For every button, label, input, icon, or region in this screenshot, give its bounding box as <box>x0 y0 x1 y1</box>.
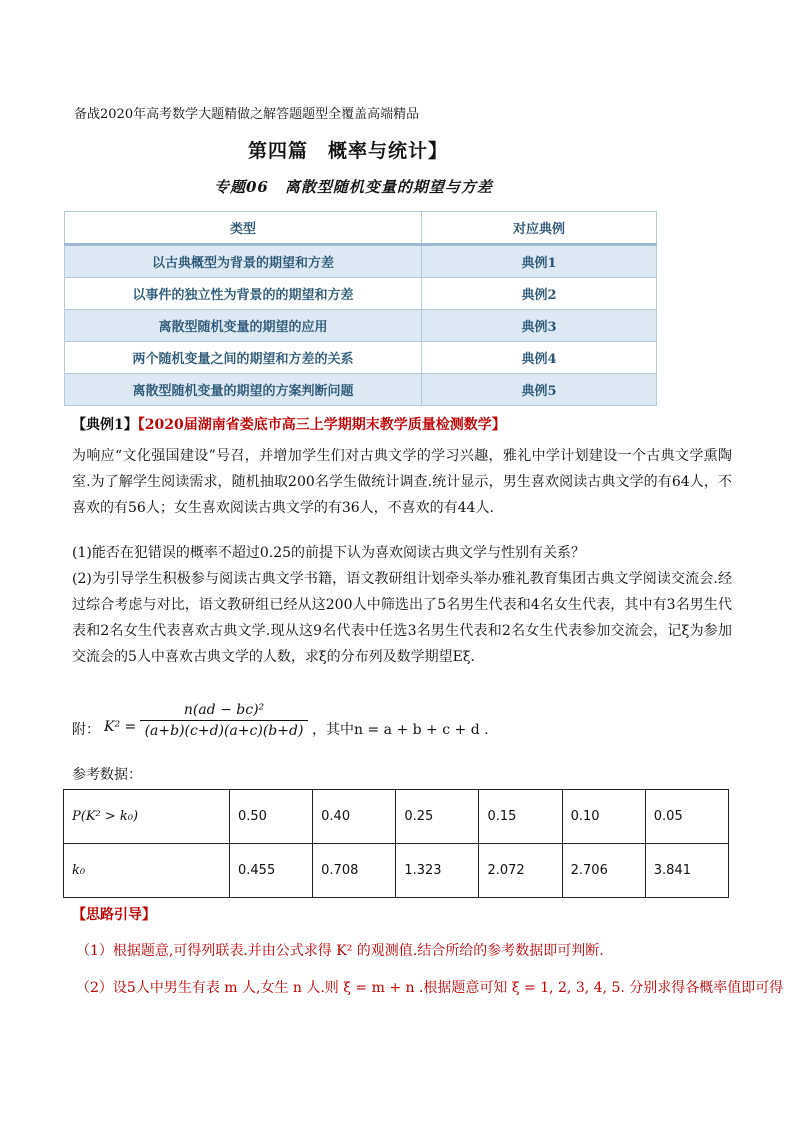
page-subtitle: 专题06 离散型随机变量的期望与方差 <box>214 178 493 196</box>
formula-denominator: (a+b)(c+d)(a+c)(b+d) <box>144 723 304 739</box>
chi-square-formula <box>72 702 572 750</box>
example-ref-cell: 典例5 <box>422 374 657 406</box>
k-value-cell: 0.455 <box>230 844 313 898</box>
reference-table <box>63 789 729 898</box>
question-1: (1)能否在犯错误的概率不超过0.25的前提下认为喜欢阅读古典文学与性别有关系？ <box>72 545 586 561</box>
formula-lhs: K² = <box>104 719 137 735</box>
table-row <box>64 790 729 844</box>
table-row <box>65 245 657 278</box>
document-header: 备战2020年高考数学大题精做之解答题题型全覆盖高端精品 <box>74 107 420 122</box>
formula-label: 附： <box>72 722 100 738</box>
formula-fraction <box>140 702 308 739</box>
k-value-cell: 2.072 <box>479 844 562 898</box>
hint-2: （2）设5人中男生有表 m 人,女生 n 人.则 ξ = m + n .根据题意可知 ξ = 1, 2, 3, 4, 5. 分别求得各概率值即可得 <box>76 980 784 996</box>
k-value-cell: 0.708 <box>313 844 396 898</box>
p-value-cell: 0.40 <box>313 790 396 844</box>
example-heading <box>72 414 506 434</box>
hint-1: （1）根据题意,可得列联表.并由公式求得 K² 的观测值.结合所给的参考数据即可判断. <box>76 943 604 959</box>
example-source: 【2020届湖南省娄底市高三上学期期末教学质量检测数学】 <box>137 417 506 433</box>
reference-label: 参考数据： <box>72 767 142 783</box>
k-value-cell: 1.323 <box>396 844 479 898</box>
k-value-cell: 3.841 <box>645 844 728 898</box>
page-title: 第四篇 概率与统计】 <box>248 140 449 162</box>
table-row <box>65 342 657 374</box>
question-2: (2)为引导学生积极参与阅读古典文学书籍，语文教研组计划牵头举办雅礼教育集团古典文学阅读交流会.经过综合考虑与对比，语文教研组已经从这200人中筛选出了5名男生代表和4名女生代表，其中有3名男生代表和2名女生代表喜欢古典文学.现从这9名代表中任选3名男生代表和2名女生代表参加交流会，记ξ为参加交流会的5人中喜欢古典文学的人数，求ξ的分布列及数学期望Eξ. <box>72 571 732 665</box>
p-value-cell: 0.25 <box>396 790 479 844</box>
table-row <box>65 278 657 310</box>
table-row <box>65 310 657 342</box>
type-column-header: 类型 <box>65 212 422 245</box>
table-row <box>65 374 657 406</box>
p-value-cell: 0.10 <box>562 790 645 844</box>
type-table <box>64 211 657 406</box>
p-value-cell: 0.15 <box>479 790 562 844</box>
example-ref-cell: 典例1 <box>422 245 657 278</box>
formula-numerator: n(ad − bc)² <box>140 702 308 721</box>
example-ref-cell: 典例3 <box>422 310 657 342</box>
type-cell: 离散型随机变量的期望的应用 <box>65 310 422 342</box>
example-column-header: 对应典例 <box>422 212 657 245</box>
example-ref-cell: 典例4 <box>422 342 657 374</box>
probability-row-label: P(K² > k₀) <box>64 790 230 844</box>
type-table-header-row <box>65 212 657 245</box>
p-value-cell: 0.05 <box>645 790 728 844</box>
p-value-cell: 0.50 <box>230 790 313 844</box>
example-ref-cell: 典例2 <box>422 278 657 310</box>
critical-value-row-label: k₀ <box>64 844 230 898</box>
hint-heading: 【思路引导】 <box>72 907 156 923</box>
formula-tail: ，其中n = a + b + c + d . <box>312 722 489 738</box>
example-label: 【典例1】 <box>72 417 138 433</box>
example-intro: 为响应“文化强国建设”号召，并增加学生们对古典文学的学习兴趣，雅礼中学计划建设一个古典文学熏陶室.为了解学生阅读需求，随机抽取200名学生做统计调查.统计显示，男生喜欢阅读古典文学的有64人，不喜欢的有56人；女生喜欢阅读古典文学的有36人，不喜欢的有44人. <box>72 448 732 516</box>
table-row <box>64 844 729 898</box>
type-cell: 以古典概型为背景的期望和方差 <box>65 245 422 278</box>
type-cell: 两个随机变量之间的期望和方差的关系 <box>65 342 422 374</box>
type-cell: 离散型随机变量的期望的方案判断问题 <box>65 374 422 406</box>
k-value-cell: 2.706 <box>562 844 645 898</box>
type-cell: 以事件的独立性为背景的的期望和方差 <box>65 278 422 310</box>
